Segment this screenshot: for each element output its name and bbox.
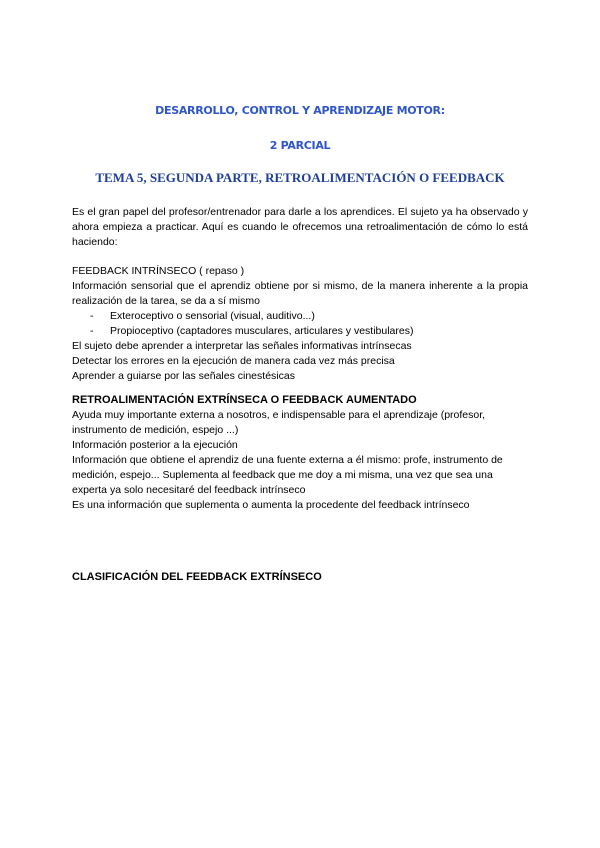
clasificacion-section [72,570,528,585]
parcial-label: 2 PARCIAL [269,139,331,152]
intrinseco-line: Aprender a guiarse por las señales cinestésicas [72,370,295,382]
bullet-text: Propioceptivo (captadores musculares, articulares y vestibulares) [110,325,414,337]
intrinseco-heading: FEEDBACK INTRÍNSECO ( repaso ) [72,265,245,277]
bullet-dash: - [90,325,94,337]
intrinseco-bullet [72,324,528,339]
intrinseco-description: Información sensorial que el aprendiz obtiene por si mismo, de la manera inherente a la propia realización de la tarea, se da a sí mismo [72,280,528,307]
extrinseco-line: Información que obtiene el aprendiz de una fuente externa a él mismo: profe, instrumento de medición, espejo... Suplementa al feedback que me doy a mi misma, una vez que sea una experta ya solo necesitaré del feedback intrínseco [72,454,503,496]
intro-paragraph [72,205,528,250]
bullet-dash: - [90,310,94,322]
extrinseco-line: Información posterior a la ejecución [72,439,238,451]
extrinseco-section [72,393,528,513]
intrinseco-section [72,264,528,384]
tema-title: TEMA 5, SEGUNDA PARTE, RETROALIMENTACIÓN O FEEDBACK [95,170,505,185]
intrinseco-line: Detectar los errores en la ejecución de manera cada vez más precisa [72,355,395,367]
extrinseco-line: Es una información que suplementa o aumenta la procedente del feedback intrínseco [72,499,470,511]
intrinseco-line: El sujeto debe aprender a interpretar las señales informativas intrínsecas [72,340,412,352]
intrinseco-bullet [72,309,528,324]
extrinseco-line: Ayuda muy importante externa a nosotros, e indispensable para el aprendizaje (profesor, instrumento de medición, espejo ...) [72,409,486,436]
bullet-text: Exteroceptivo o sensorial (visual, auditivo...) [110,310,315,322]
document-title: DESARROLLO, CONTROL Y APRENDIZAJE MOTOR: [155,104,445,117]
clasificacion-heading: CLASIFICACIÓN DEL FEEDBACK EXTRÍNSECO [72,571,322,583]
extrinseco-heading: RETROALIMENTACIÓN EXTRÍNSECA O FEEDBACK AUMENTADO [72,394,417,406]
intro-text: Es el gran papel del profesor/entrenador para darle a los aprendices. El sujeto ya ha observado y ahora empieza a practicar. Aquí es cuando le ofrecemos una retroalimentación de cómo lo está haciendo: [72,206,528,248]
